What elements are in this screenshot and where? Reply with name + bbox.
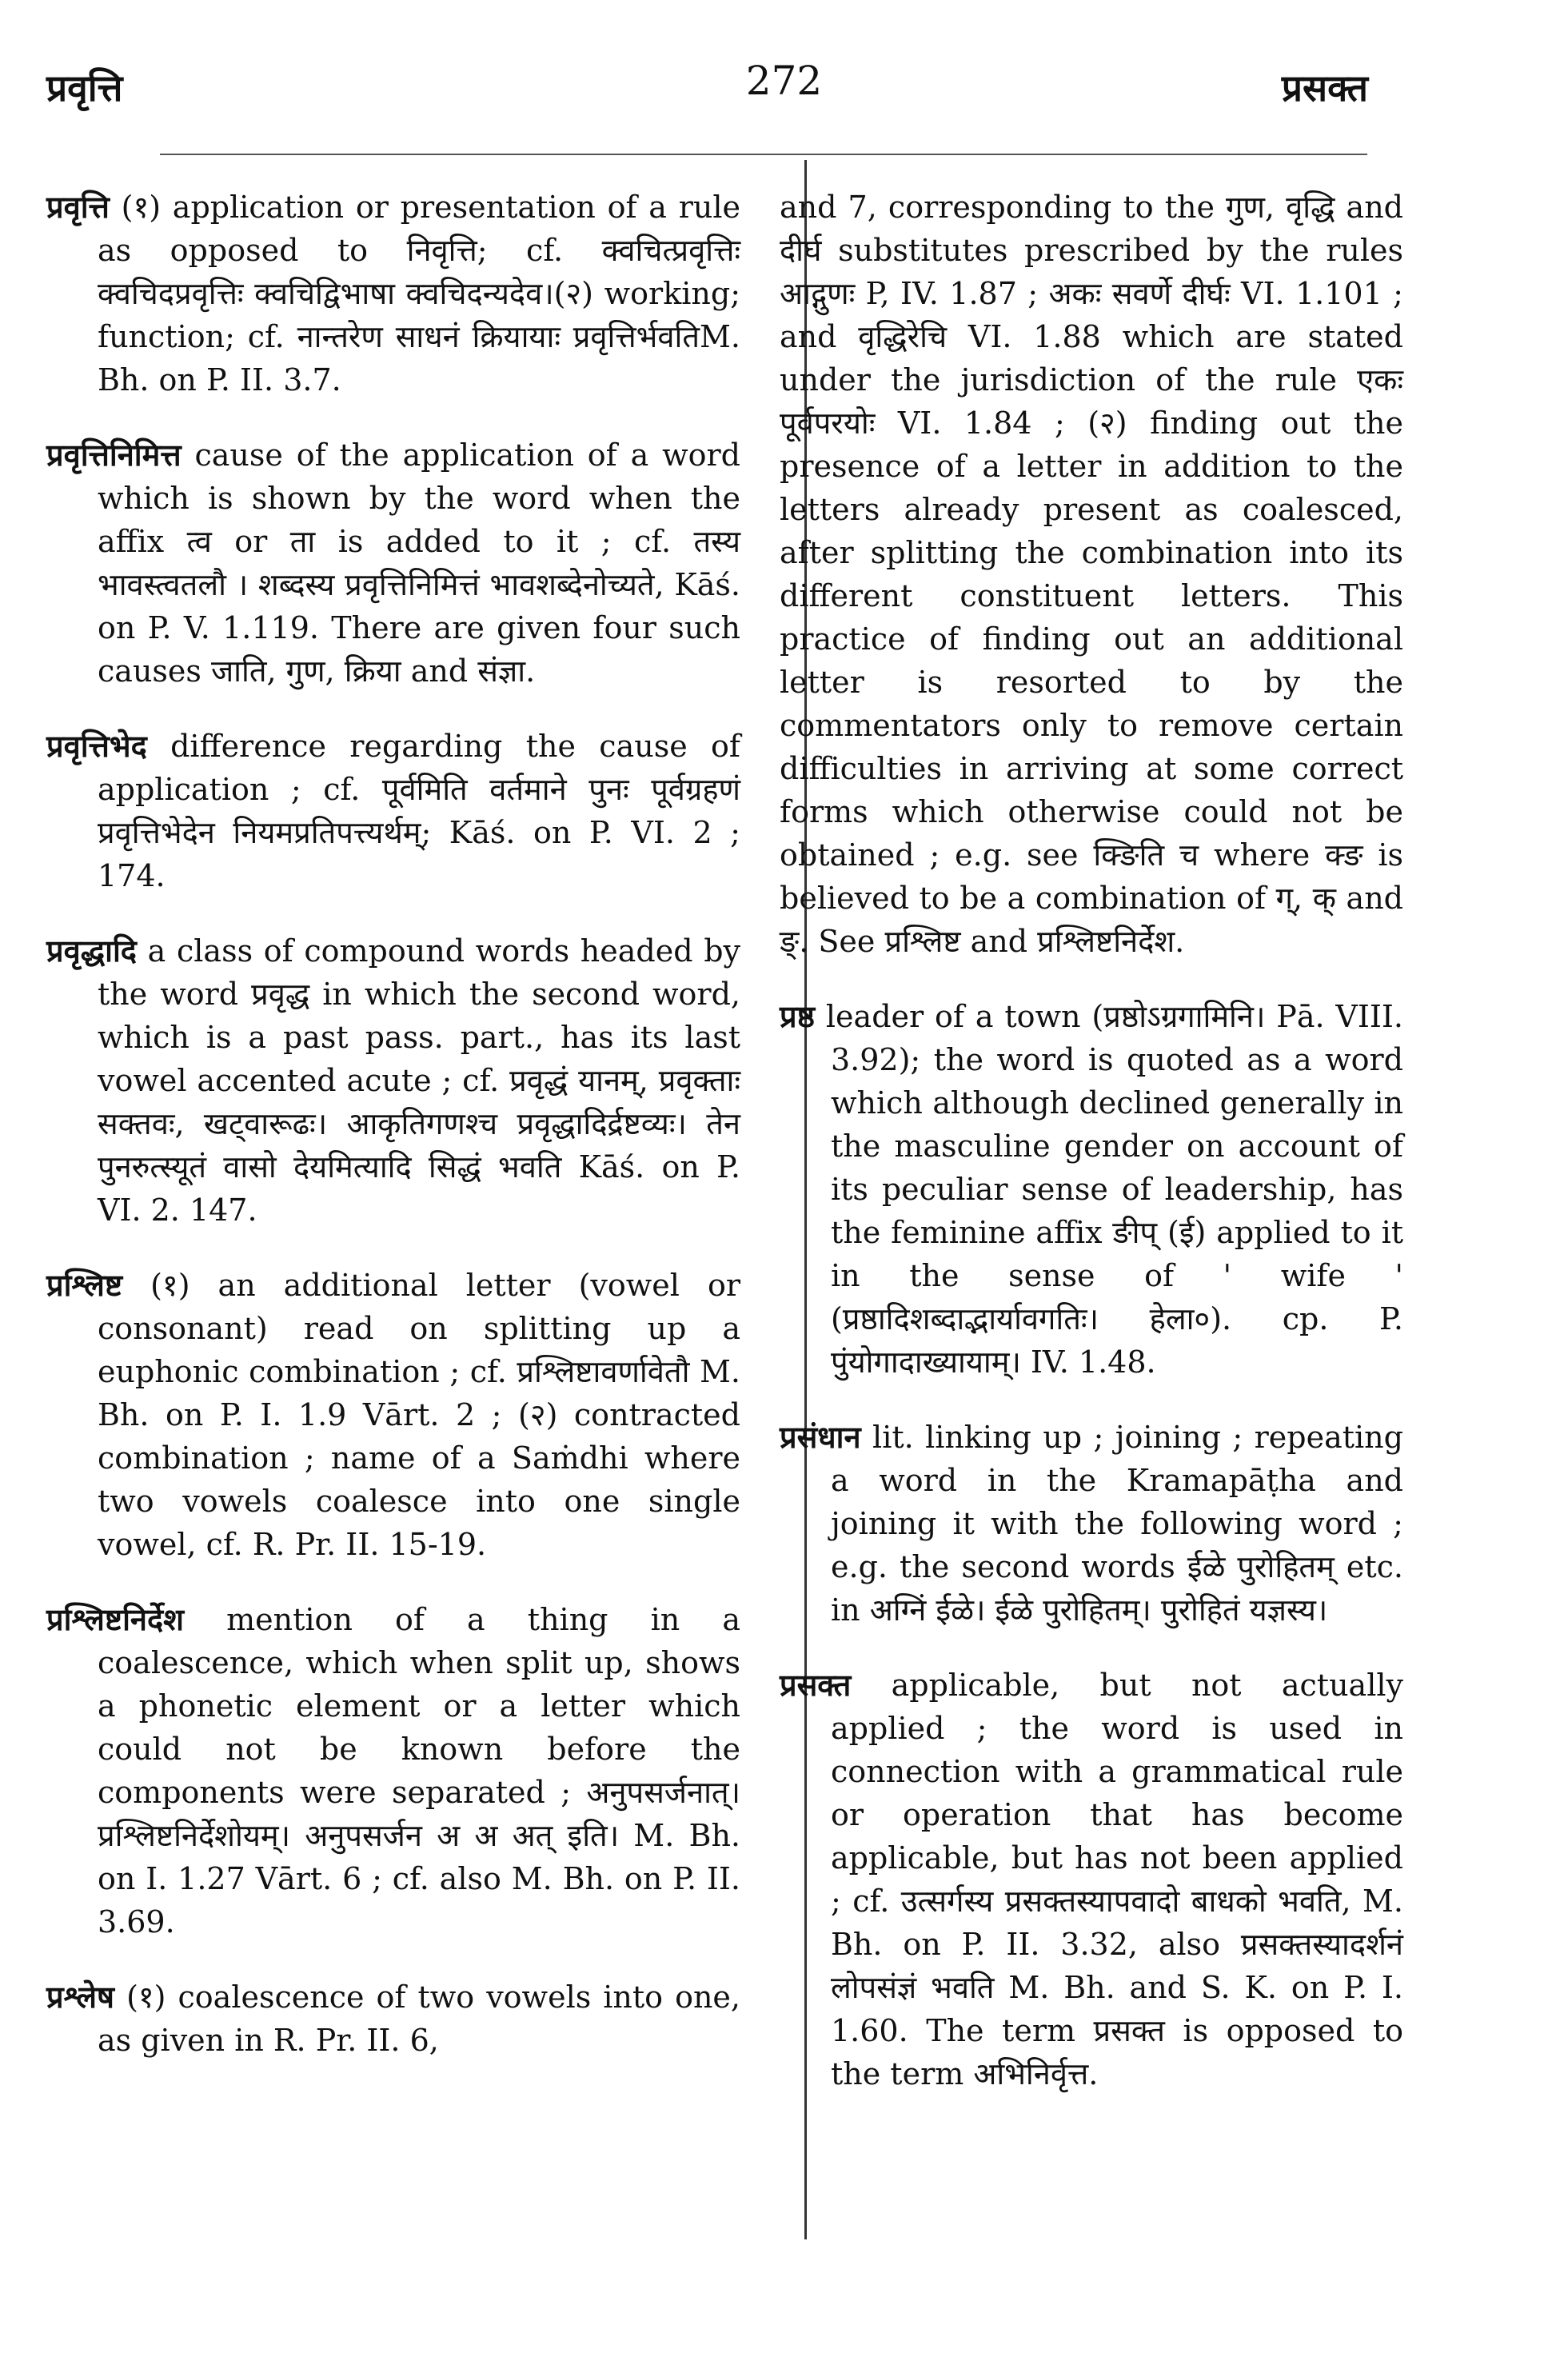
left-column (46, 186, 740, 2094)
entry-headword: प्रश्लिष्टनिर्देश (46, 1601, 185, 1637)
entry-text: applicable, but not actually applied ; the word is used in connection with a grammatical rule or operation that has become applicable, but has not been applied ; cf. उत्सर्गस्य प्रसक्तस्यापवादो बाधको भवति, M. Bh. on P. II. 3.32, also प्रसक्तस्यादर्शनं लोपसंज्ञं भवति M. Bh. and S. K. on P. I. 1.60. The term प्रसक्त is opposed to the term अभिनिर्वृत्त. (831, 1668, 1403, 2091)
dictionary-entry (780, 995, 1403, 1384)
dictionary-entry (780, 1664, 1403, 2095)
entry-text: difference regarding the cause of application ; cf. पूर्वमिति वर्तमाने पुनः पूर्वग्रहणं प्रवृत्तिभेदेन नियमप्रतिपत्त्यर्थम्; Kāś. on P. VI. 2 ; 174. (98, 729, 740, 893)
entry-text: lit. linking up ; joining ; repeating a word in the Kramapāṭha and joining it with the following word ; e.g. the second words ईळे पुरोहितम् etc. in अग्निं ईळे। ईळे पुरोहितम्। पुरोहितं यज्ञस्य। (831, 1420, 1403, 1628)
entry-text: (१) application or presentation of a rule as opposed to निवृत्ति; cf. क्वचित्प्रवृत्तिः क्वचिदप्रवृत्तिः क्वचिद्विभाषा क्वचिदन्यदेव।(२) working; function; cf. नान्तरेण साधनं क्रियायाः प्रवृत्तिर्भवतिM. Bh. on P. II. 3.7. (98, 190, 740, 397)
dictionary-entry (46, 1975, 740, 2062)
dictionary-entry (46, 725, 740, 897)
page-header (0, 58, 1568, 118)
entry-headword: प्रश्लिष्ट (46, 1267, 123, 1303)
header-rule (160, 154, 1367, 155)
page-number: 272 (745, 58, 823, 104)
dictionary-entry (46, 1598, 740, 1944)
entry-headword: प्रश्लेष (46, 1979, 115, 2015)
entry-text: cause of the application of a word which is shown by the word when the affix त्व or ता is added to it ; cf. तस्य भावस्त्वतलौ । शब्दस्य प्रवृत्तिनिमित्तं भावशब्देनोच्यते, Kāś. on P. V. 1.119. There are given four such causes जाति, गुण, क्रिया and संज्ञा. (98, 437, 740, 689)
entry-headword: प्रसंधान (780, 1419, 861, 1455)
entry-headword: प्रवृत्तिभेद (46, 728, 147, 764)
entry-text: leader of a town (प्रष्ठोऽग्रगामिनि। Pā. VIII. 3.92); the word is quoted as a word which although declined generally in the masculine gender on account of its peculiar sense of leadership, has the feminine affix ङीप् (ई) applied to it in the sense of ' wife ' (प्रष्ठादिशब्दाद्भार्यावगतिः। हेला०). cp. P. पुंयोगादाख्यायाम्। IV. 1.48. (825, 999, 1403, 1380)
dictionary-entry (46, 929, 740, 1232)
dictionary-entry (46, 186, 740, 401)
header-right-word: प्रसक्त (1281, 66, 1368, 110)
entry-text: a class of compound words headed by the word प्रवृद्ध in which the second word, which is a past pass. part., has its last vowel accented acute ; cf. प्रवृद्धं यानम्, प्रवृक्ताः सक्तवः, खट्वारूढः। आकृतिगणश्च प्रवृद्धादिर्द्रष्टव्यः। तेन पुनरुत्स्यूतं वासो देयमित्यादि सिद्धं भवति Kāś. on P. VI. 2. 147. (98, 933, 740, 1228)
entry-headword: प्रवृद्धादि (46, 933, 137, 969)
entry-headword: प्रवृत्तिनिमित्त (46, 437, 182, 473)
entry-text: mention of a thing in a coalescence, which when split up, shows a phonetic element or a letter which could not be known before the components were separated ; अनुपसर्जनात्। प्रश्लिष्टनिर्देशोयम्। अनुपसर्जन अ अ अत् इति। M. Bh. on I. 1.27 Vārt. 6 ; cf. also M. Bh. on P. II. 3.69. (98, 1602, 740, 1940)
dictionary-entry (46, 1264, 740, 1566)
dictionary-entry (780, 1416, 1403, 1632)
dictionary-entry (46, 433, 740, 693)
entry-continuation: and 7, corresponding to the गुण, वृद्धि and दीर्घ substitutes prescribed by the rules आद्गुणः P, IV. 1.87 ; अकः सवर्णे दीर्घः VI. 1.101 ; and वृद्धिरेचि VI. 1.88 which are stated under the jurisdiction of the rule एकः पूर्वपरयोः VI. 1.84 ; (२) finding out the presence of a letter in addition to the letters already present as coalesced, after splitting the combination into its different constituent letters. This practice of finding out an additional letter is resorted to by the commentators only to remove certain difficulties in arriving at some correct forms which otherwise could not be obtained ; e.g. see क्ङिति च where क्ङ is believed to be a combination of ग्, क् and ङ्. See प्रश्लिष्ट and प्रश्लिष्टनिर्देश. (780, 190, 1403, 959)
entry-headword: प्रसक्त (780, 1667, 852, 1703)
header-left-word: प्रवृत्ति (46, 66, 123, 110)
entry-headword: प्रष्ठ (780, 998, 816, 1034)
entry-headword: प्रवृत्ति (46, 189, 110, 225)
entry-text: (१) coalescence of two vowels into one, as given in R. Pr. II. 6, (98, 1979, 740, 2058)
right-column (780, 186, 1403, 2127)
entry-text: (१) an additional letter (vowel or consonant) read on splitting up a euphonic combination ; cf. प्रश्लिष्टावर्णावेतौ M. Bh. on P. I. 1.9 Vārt. 2 ; (२) contracted combination ; name of a Saṁdhi where two vowels coalesce into one single vowel, cf. R. Pr. II. 15-19. (98, 1268, 740, 1562)
